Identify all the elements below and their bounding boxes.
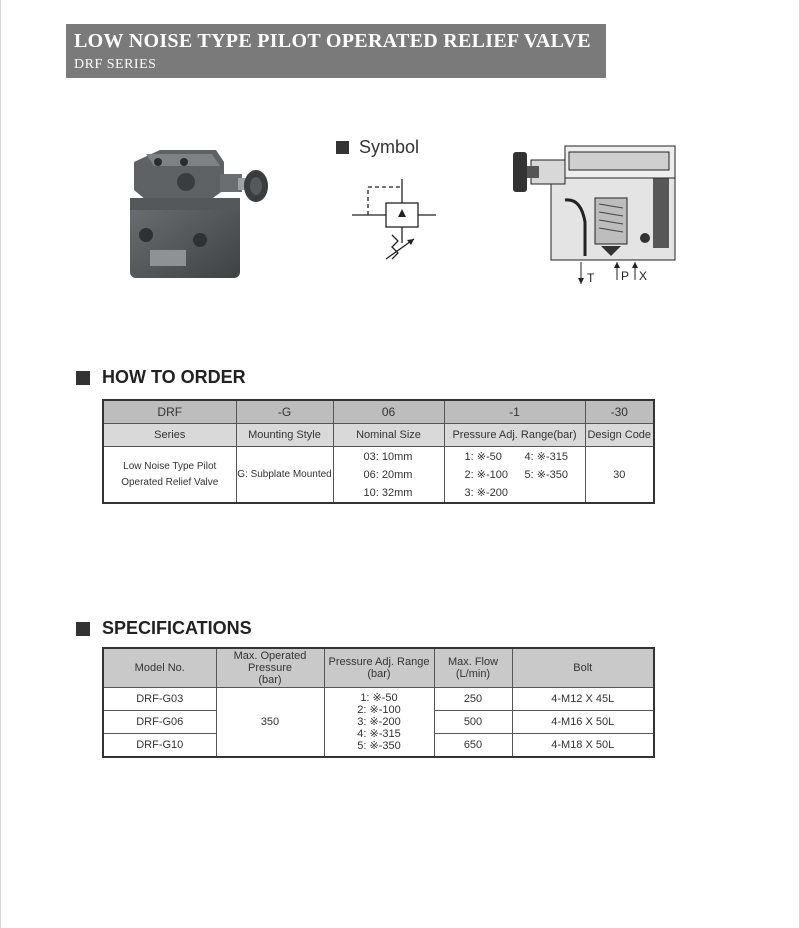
header-line: (bar) bbox=[367, 668, 391, 680]
model-cell: DRF-G03 bbox=[103, 688, 216, 711]
series-line: Operated Relief Valve bbox=[121, 476, 219, 488]
size-option: 10: 32mm bbox=[363, 486, 413, 499]
bullet-square bbox=[76, 371, 90, 385]
valve-section-drawing bbox=[505, 138, 685, 288]
flow-cell: 500 bbox=[434, 711, 512, 734]
pressure-cell bbox=[444, 447, 585, 504]
hydraulic-symbol bbox=[344, 175, 444, 265]
range-option: 1: ※-50 bbox=[464, 450, 502, 463]
header-series: Series bbox=[103, 424, 236, 447]
header-line: Pressure bbox=[247, 662, 293, 674]
order-code-row bbox=[103, 400, 654, 424]
flow-cell: 250 bbox=[434, 688, 512, 711]
range-option: 4: ※-315 bbox=[357, 728, 401, 740]
series-cell bbox=[103, 447, 236, 504]
design-cell: 30 bbox=[585, 447, 654, 504]
port-label-t: T bbox=[587, 271, 595, 285]
range-option: 5: ※-350 bbox=[357, 740, 401, 752]
spec-header-flow bbox=[434, 648, 512, 688]
size-option: 06: 20mm bbox=[363, 468, 413, 481]
header-pressure: Pressure Adj. Range(bar) bbox=[444, 424, 585, 447]
order-value-row bbox=[103, 447, 654, 504]
code-size: 06 bbox=[333, 400, 444, 424]
symbol-heading bbox=[336, 137, 419, 158]
header-line: (L/min) bbox=[455, 668, 491, 680]
page-title: LOW NOISE TYPE PILOT OPERATED RELIEF VALVE bbox=[74, 30, 591, 52]
size-option: 03: 10mm bbox=[363, 450, 413, 463]
code-series: DRF bbox=[103, 400, 236, 424]
order-header-row bbox=[103, 424, 654, 447]
range-cell bbox=[324, 688, 434, 758]
page-border-left bbox=[0, 0, 1, 928]
bullet-square bbox=[336, 141, 349, 154]
range-option: 3: ※-200 bbox=[357, 716, 401, 728]
specifications-table bbox=[102, 647, 655, 758]
code-pressure: -1 bbox=[444, 400, 585, 424]
model-cell: DRF-G10 bbox=[103, 734, 216, 758]
size-list bbox=[364, 448, 444, 502]
symbol-label: Symbol bbox=[359, 137, 420, 157]
bolt-cell: 4-M18 X 50L bbox=[512, 734, 654, 758]
series-line: Low Noise Type Pilot bbox=[123, 460, 217, 472]
port-label-x: X bbox=[639, 269, 648, 283]
range-option: 4: ※-315 bbox=[524, 450, 568, 463]
spec-header-pressure bbox=[216, 648, 324, 688]
range-option: 2: ※-100 bbox=[464, 468, 508, 481]
size-cell bbox=[333, 447, 444, 504]
header-line: Max. Flow bbox=[447, 656, 499, 668]
header-mounting: Mounting Style bbox=[236, 424, 333, 447]
mounting-cell: G: Subplate Mounted bbox=[236, 447, 333, 504]
header-line: Max. Operated bbox=[233, 650, 307, 662]
port-label-p: P bbox=[621, 269, 630, 283]
spec-header-model: Model No. bbox=[103, 648, 216, 688]
page-subtitle: DRF SERIES bbox=[74, 57, 157, 72]
how-to-order-title: HOW TO ORDER bbox=[102, 367, 246, 387]
specifications-title: SPECIFICATIONS bbox=[102, 618, 252, 638]
bullet-square bbox=[76, 622, 90, 636]
valve-photo bbox=[120, 140, 280, 290]
range-option: 5: ※-350 bbox=[524, 468, 568, 481]
range-list bbox=[325, 692, 434, 752]
header-line: Pressure Adj. Range bbox=[328, 656, 430, 668]
how-to-order-heading bbox=[76, 367, 246, 388]
code-mounting: -G bbox=[236, 400, 333, 424]
flow-cell: 650 bbox=[434, 734, 512, 758]
how-to-order-table bbox=[102, 399, 655, 504]
spec-header-row bbox=[103, 648, 654, 688]
model-cell: DRF-G06 bbox=[103, 711, 216, 734]
header-design: Design Code bbox=[585, 424, 654, 447]
header-line: (bar) bbox=[258, 674, 282, 686]
code-design: -30 bbox=[585, 400, 654, 424]
header-size: Nominal Size bbox=[333, 424, 444, 447]
pressure-range-list bbox=[465, 448, 585, 502]
bolt-cell: 4-M12 X 45L bbox=[512, 688, 654, 711]
range-option: 2: ※-100 bbox=[357, 704, 401, 716]
spec-header-range bbox=[324, 648, 434, 688]
bolt-cell: 4-M16 X 50L bbox=[512, 711, 654, 734]
max-pressure-cell: 350 bbox=[216, 688, 324, 758]
title-banner bbox=[66, 24, 606, 78]
specifications-heading bbox=[76, 618, 252, 639]
table-row bbox=[103, 688, 654, 711]
range-option: 1: ※-50 bbox=[360, 692, 398, 704]
range-option: 3: ※-200 bbox=[464, 486, 508, 499]
spec-header-bolt: Bolt bbox=[512, 648, 654, 688]
